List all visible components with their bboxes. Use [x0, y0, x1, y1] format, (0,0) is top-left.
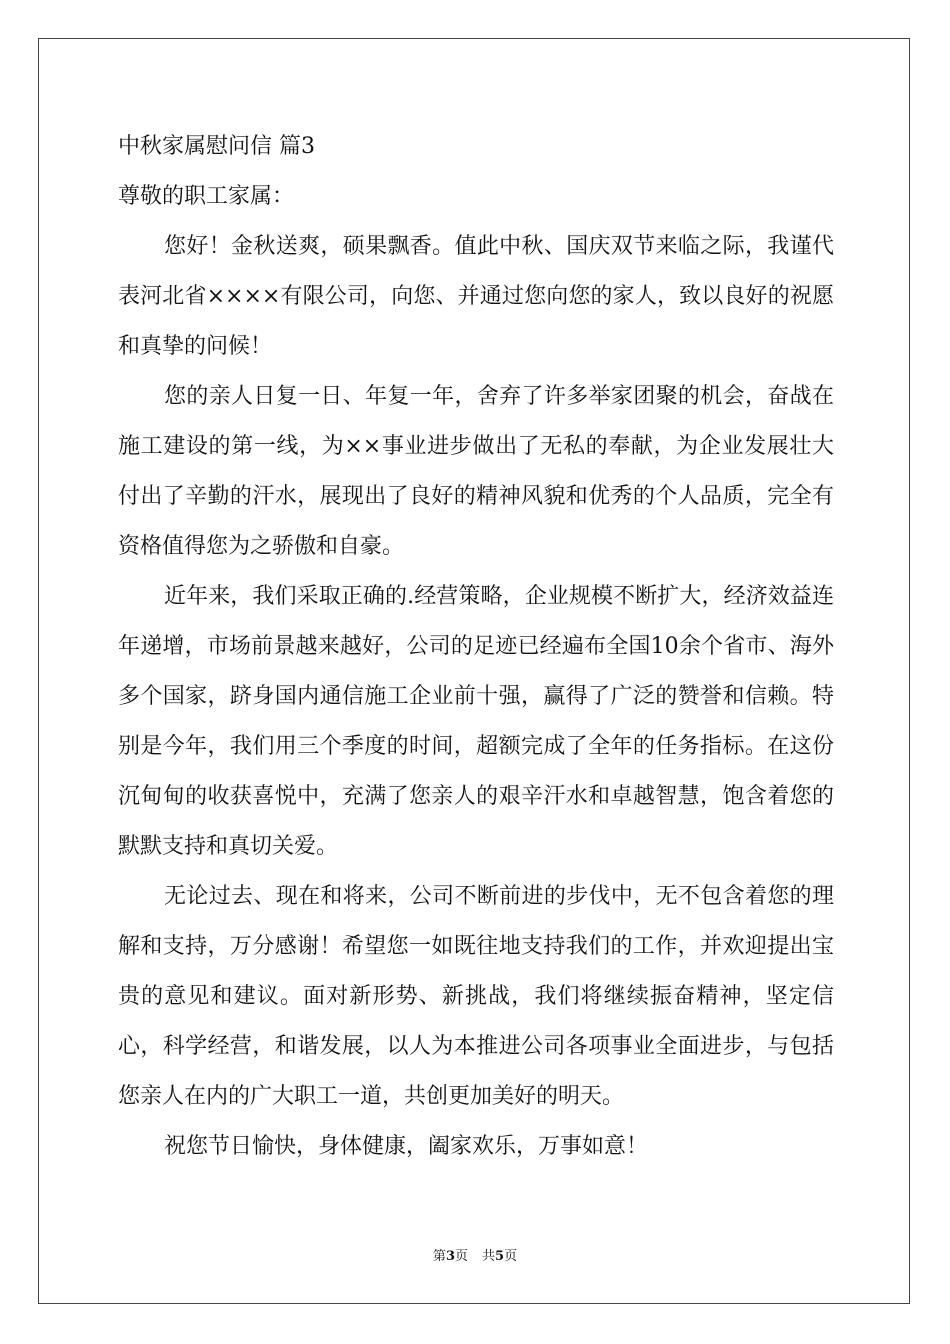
- total-pages: 5: [495, 1249, 505, 1264]
- total-label-suffix: 页: [504, 1249, 518, 1264]
- paragraph-gratitude: 无论过去、现在和将来，公司不断前进的步伐中，无不包含着您的理解和支持，万分感谢！希望您一如既往地支持我们的工作，并欢迎提出宝贵的意见和建议。面对新形势、新挑战，我们将继续振奋精神，坚定信心，科学经营，和谐发展，以人为本推进公司各项事业全面进步，与包括您亲人在内的广大职工一道，共创更加美好的明天。: [118, 884, 834, 1109]
- paragraph-greeting: 您好！金秋送爽，硕果飘香。值此中秋、国庆双节来临之际，我谨代表河北省××××有限公司，向您、并通过您向您的家人，致以良好的祝愿和真挚的问候！: [118, 234, 834, 359]
- page-number: 3: [445, 1249, 455, 1264]
- document-title: 中秋家属慰问信 篇3: [118, 134, 315, 159]
- letter-body: [118, 122, 834, 1172]
- total-label-prefix: 共: [482, 1249, 496, 1264]
- paragraph-wishes: 祝您节日愉快，身体健康，阖家欢乐，万事如意！: [164, 1134, 649, 1159]
- salutation: 尊敬的职工家属：: [118, 184, 295, 209]
- page-footer: [0, 1248, 950, 1266]
- paragraph-dedication: 您的亲人日复一日、年复一年，舍弃了许多举家团聚的机会，奋战在施工建设的第一线，为××事业进步做出了无私的奉献，为企业发展壮大付出了辛勤的汗水，展现出了良好的精神风貌和优秀的个人品质，完全有资格值得您为之骄傲和自豪。: [118, 384, 834, 559]
- page-label-suffix: 页: [454, 1249, 468, 1264]
- paragraph-achievements: 近年来，我们采取正确的.经营策略，企业规模不断扩大，经济效益连年递增，市场前景越来越好，公司的足迹已经遍布全国10余个省市、海外多个国家，跻身国内通信施工企业前十强，赢得了广泛的赞誉和信赖。特别是今年，我们用三个季度的时间，超额完成了全年的任务指标。在这份沉甸甸的收获喜悦中，充满了您亲人的艰辛汗水和卓越智慧，饱含着您的默默支持和真切关爱。: [118, 584, 834, 859]
- page-label-prefix: 第: [432, 1249, 446, 1264]
